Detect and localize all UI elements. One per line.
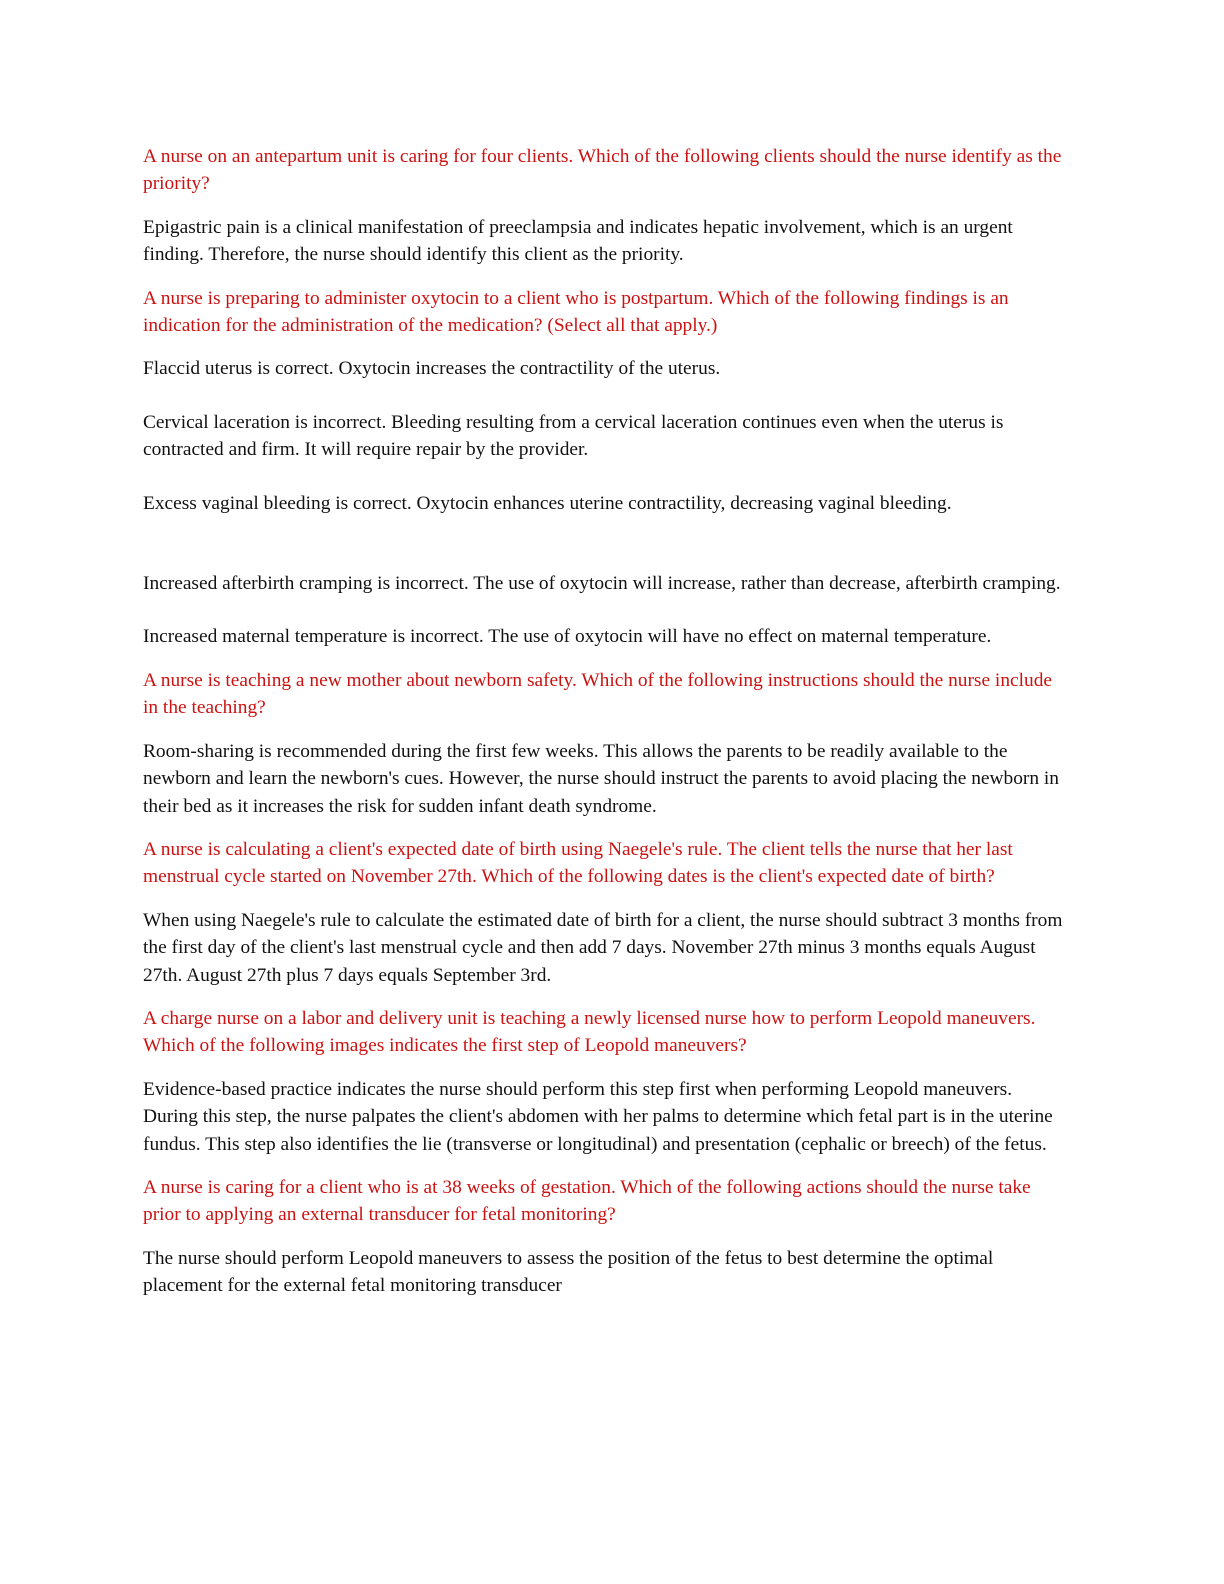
answer-afterbirth-cramping: Increased afterbirth cramping is incorrect. The use of oxytocin will increase, rather than decrease, afterbirth cramping. [143, 573, 1061, 595]
answer-room-sharing: Room-sharing is recommended during the first few weeks. This allows the parents to be readily available to the newborn and learn the newborn's cues. However, the nurse should instruct the parents to avoid placing the newborn in their bed as it increases the risk for sudden infant death syndrome. [143, 740, 1059, 817]
question-naegeles-rule: A nurse is calculating a client's expected date of birth using Naegele's rule. The client tells the nurse that her last menstrual cycle started on November 27th. Which of the following dates is the client's expected date of birth? [143, 838, 1013, 888]
document-page [143, 143, 1068, 1300]
answer-excess-vaginal-bleeding: Excess vaginal bleeding is correct. Oxytocin enhances uterine contractility, decreasing vaginal bleeding. [143, 492, 952, 514]
answer-flaccid-uterus: Flaccid uterus is correct. Oxytocin increases the contractility of the uterus. [143, 358, 721, 380]
question-antepartum-priority: A nurse on an antepartum unit is caring for four clients. Which of the following clients should the nurse identify as the priority? [143, 146, 1062, 195]
answer-naegeles-calculation: When using Naegele's rule to calculate the estimated date of birth for a client, the nurse should subtract 3 months from the first day of the client's last menstrual cycle and then add 7 days. November 27th minus 3 months equals August 27th. August 27th plus 7 days equals September 3rd. [143, 909, 1063, 986]
answer-leopold-first-step: Evidence-based practice indicates the nurse should perform this step first when performing Leopold maneuvers. During this step, the nurse palpates the client's abdomen with her palms to determine which fetal part is in the uterine fundus. This step also identifies the lie (transverse or longitudinal) and presentation (cephalic or breech) of the fetus. [143, 1078, 1053, 1155]
question-fetal-monitoring: A nurse is caring for a client who is at 38 weeks of gestation. Which of the following actions should the nurse take prior to applying an external transducer for fetal monitoring? [143, 1176, 1031, 1226]
question-oxytocin-administration: A nurse is preparing to administer oxytocin to a client who is postpartum. Which of the following findings is an indication for the administration of the medication? (Select all that apply.) [143, 287, 1009, 337]
answer-maternal-temperature: Increased maternal temperature is incorrect. The use of oxytocin will have no effect on maternal temperature. [143, 626, 992, 648]
answer-cervical-laceration: Cervical laceration is incorrect. Bleeding resulting from a cervical laceration continues even when the uterus is contracted and firm. It will require repair by the provider. [143, 411, 1004, 461]
question-newborn-safety: A nurse is teaching a new mother about newborn safety. Which of the following instructions should the nurse include in the teaching? [143, 669, 1053, 719]
answer-transducer-placement: The nurse should perform Leopold maneuvers to assess the position of the fetus to best determine the optimal placement for the external fetal monitoring transducer [143, 1247, 994, 1297]
answer-epigastric-pain: Epigastric pain is a clinical manifestation of preeclampsia and indicates hepatic involvement, which is an urgent finding. Therefore, the nurse should identify this client as the priority. [143, 216, 1013, 266]
question-leopold-maneuvers: A charge nurse on a labor and delivery unit is teaching a newly licensed nurse how to perform Leopold maneuvers. Which of the following images indicates the first step of Leopold maneuvers? [143, 1007, 1036, 1057]
